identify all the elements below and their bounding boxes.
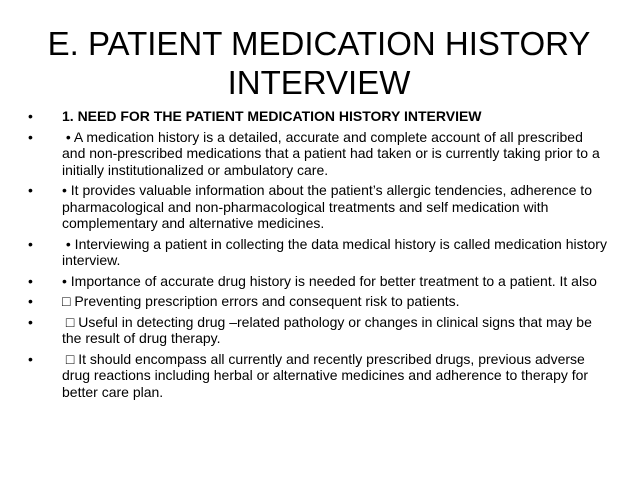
slide-title-line-1: E. PATIENT MEDICATION HISTORY <box>47 25 591 62</box>
list-item <box>28 129 608 179</box>
list-item <box>28 273 608 290</box>
bullet-icon: • <box>28 313 33 330</box>
bullet-list <box>28 108 611 404</box>
list-item <box>28 182 608 232</box>
list-item-text: • Importance of accurate drug history is needed for better treatment to a patient. It also <box>62 272 597 289</box>
list-item-text: • A medication history is a detailed, accurate and complete account of all prescribed and non-prescribed medications that a patient had taken or is currently taking prior to a initially institutionalized or ambulatory care. <box>62 128 604 178</box>
bullet-icon: • <box>28 128 33 145</box>
list-item <box>28 293 608 310</box>
list-item <box>28 108 608 125</box>
list-item <box>28 351 608 401</box>
list-item-text: □ It should encompass all currently and recently prescribed drugs, previous adverse drug reactions including herbal or alternative medicines and adherence to therapy for better care plan. <box>62 350 592 400</box>
list-item-text: 1. NEED FOR THE PATIENT MEDICATION HISTORY INTERVIEW <box>62 108 482 124</box>
bullet-icon: • <box>28 108 33 124</box>
slide-title-line-2: INTERVIEW <box>227 64 411 101</box>
list-item-text: • Interviewing a patient in collecting the data medical history is called medication history interview. <box>62 235 611 268</box>
slide-title <box>40 24 598 102</box>
bullet-icon: • <box>28 182 33 198</box>
list-item-text: □ Useful in detecting drug –related pathology or changes in clinical signs that may be the result of drug therapy. <box>62 313 596 346</box>
bullet-icon: • <box>28 293 33 309</box>
list-item-text: □ Preventing prescription errors and consequent risk to patients. <box>62 293 460 309</box>
list-item <box>28 314 608 347</box>
bullet-icon: • <box>28 272 33 289</box>
bullet-icon: • <box>28 350 33 367</box>
list-item-text: • It provides valuable information about the patient’s allergic tendencies, adherence to pharmacological and non-pharmacological treatments and self medication with complementary and alternative medicines. <box>62 182 592 231</box>
list-item <box>28 235 611 269</box>
bullet-icon: • <box>28 235 33 252</box>
